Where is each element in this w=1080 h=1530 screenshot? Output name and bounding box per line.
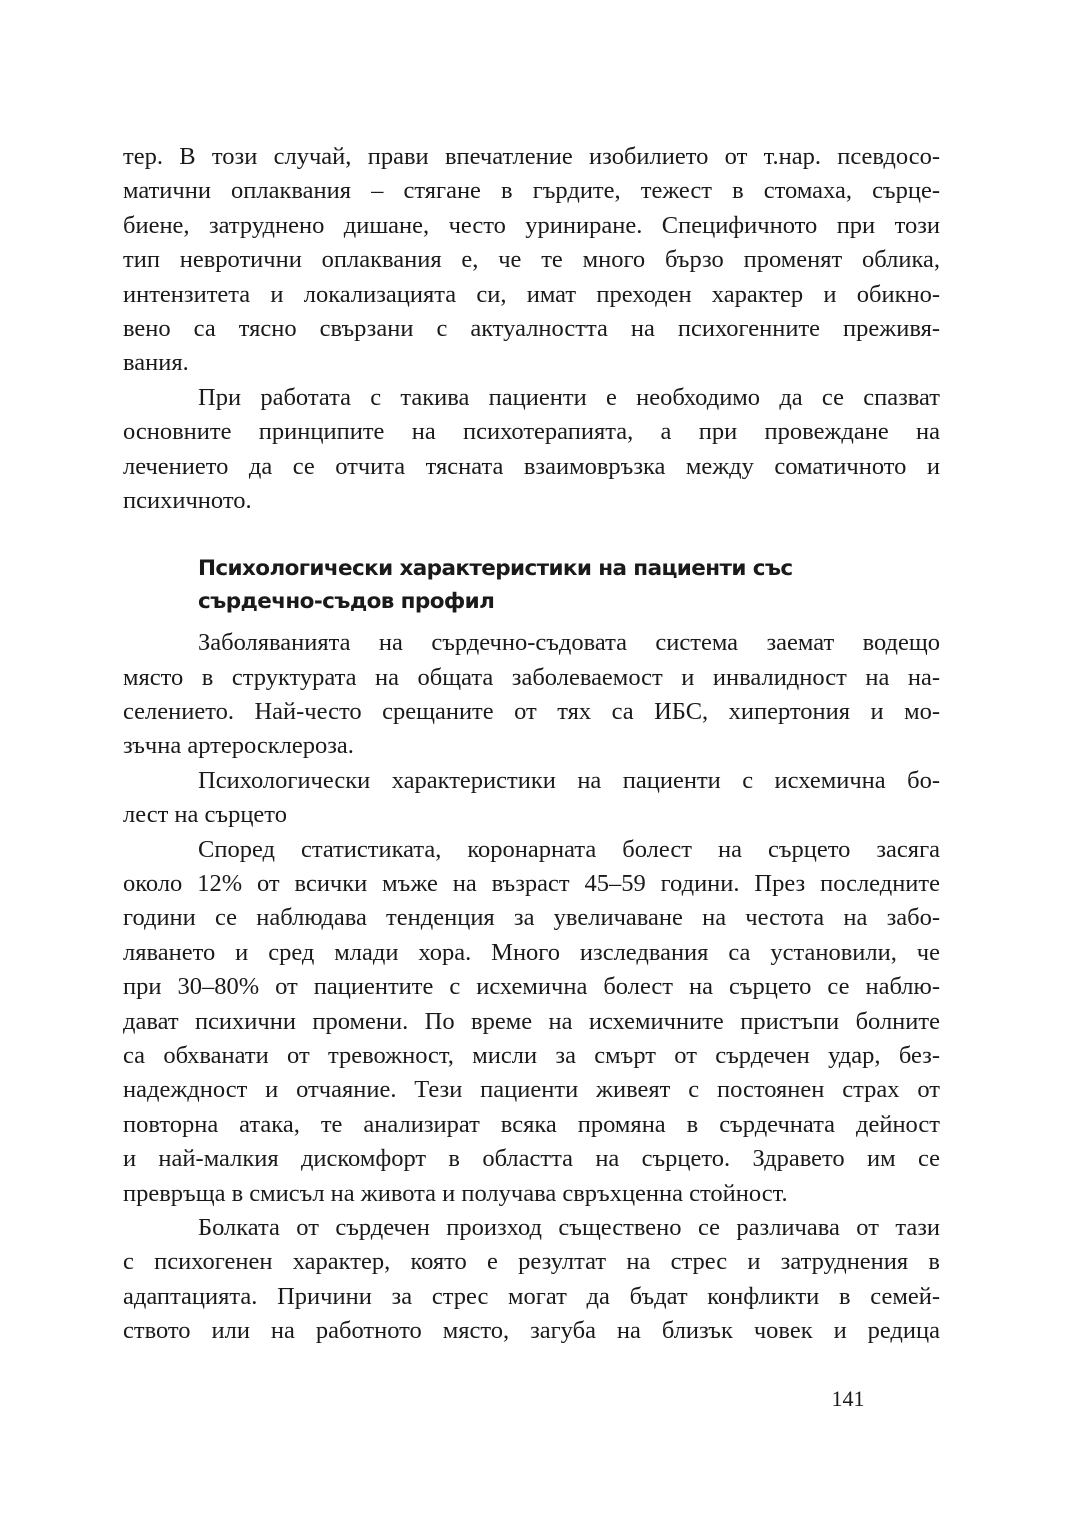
- text-line: матични оплаквания – стягане в гърдите, тежест в стомаха, сърце-: [123, 177, 940, 205]
- text-line: вания.: [123, 349, 189, 377]
- paragraph-3: [123, 626, 940, 764]
- text-line: психичното.: [123, 486, 252, 514]
- text-line: и най-малкия дискомфорт в областта на сърцето. Здравето им се: [123, 1145, 940, 1173]
- text-line: място в структурата на общата заболеваемост и инвалидност на на-: [123, 663, 940, 691]
- text-line: вено са тясно свързани с актуалността на психогенните преживя-: [123, 314, 940, 342]
- paragraph-4: [123, 764, 940, 833]
- text-line: надеждност и отчаяние. Тези пациенти живеят с постоянен страх от: [123, 1076, 940, 1104]
- paragraph-6: [123, 1211, 940, 1349]
- text-line: лест на сърцето: [123, 801, 287, 829]
- text-line: тер. В този случай, прави впечатление изобилието от т.нар. псевдосо-: [123, 143, 940, 170]
- text-line: При работата с такива пациенти е необходимо да се спазват: [198, 383, 940, 411]
- text-line: биене, затруднено дишане, често уриниране. Специфичното при този: [123, 211, 940, 239]
- text-line: зъчна артеросклероза.: [123, 732, 354, 760]
- section-heading: [198, 552, 940, 618]
- text-line: адаптацията. Причини за стрес могат да бъдат конфликти в семей-: [123, 1282, 940, 1310]
- text-line: Болката от сърдечен произход съществено се различава от тази: [198, 1213, 940, 1241]
- text-line: с психогенен характер, която е резултат на стрес и затруднения в: [123, 1248, 940, 1276]
- page-body: [123, 140, 940, 1349]
- text-line: Психологически характеристики на пациенти с исхемична бо-: [198, 766, 940, 794]
- section-spacer: [123, 518, 940, 552]
- text-line: години се наблюдава тенденция за увеличаване на честота на забо-: [123, 904, 940, 932]
- text-line: ството или на работното място, загуба на близък човек и редица: [123, 1317, 940, 1345]
- text-line: основните принципите на психотерапията, а при провеждане на: [123, 418, 940, 446]
- section-heading-line-2: сърдечно-съдов профил: [198, 589, 495, 615]
- page-number: 141: [831, 1386, 865, 1411]
- text-line: при 30–80% от пациентите с исхемична болест на сърцето се наблю-: [123, 973, 940, 1001]
- text-line: са обхванати от тревожност, мисли за смърт от сърдечен удар, без-: [123, 1041, 940, 1069]
- text-line: селението. Най-често срещаните от тях са ИБС, хипертония и мо-: [123, 698, 940, 726]
- text-line: превръща в смисъл на живота и получава свръхценна стойност.: [123, 1179, 788, 1207]
- text-line: около 12% от всички мъже на възраст 45–59 години. През последните: [123, 870, 940, 898]
- text-line: интензитета и локализацията си, имат преходен характер и обикно-: [123, 280, 940, 308]
- text-line: лечението да се отчита тясната взаимовръзка между соматичното и: [123, 452, 940, 480]
- text-line: повторна атака, те анализират всяка промяна в сърдечната дейност: [123, 1110, 940, 1138]
- paragraph-1: [123, 140, 940, 381]
- paragraph-5: [123, 833, 940, 1211]
- text-line: Според статистиката, коронарната болест на сърцето засяга: [198, 835, 940, 863]
- paragraph-2: [123, 381, 940, 519]
- text-line: Заболяванията на сърдечно-съдовата система заемат водещо: [198, 629, 940, 657]
- text-line: дават психични промени. По време на исхемичните пристъпи болните: [123, 1007, 940, 1035]
- text-line: ляването и сред млади хора. Много изследвания са установили, че: [123, 938, 940, 966]
- text-line: тип невротични оплаквания е, че те много бързо променят облика,: [123, 246, 940, 274]
- section-heading-line-1: Психологически характеристики на пациенти със: [198, 556, 793, 582]
